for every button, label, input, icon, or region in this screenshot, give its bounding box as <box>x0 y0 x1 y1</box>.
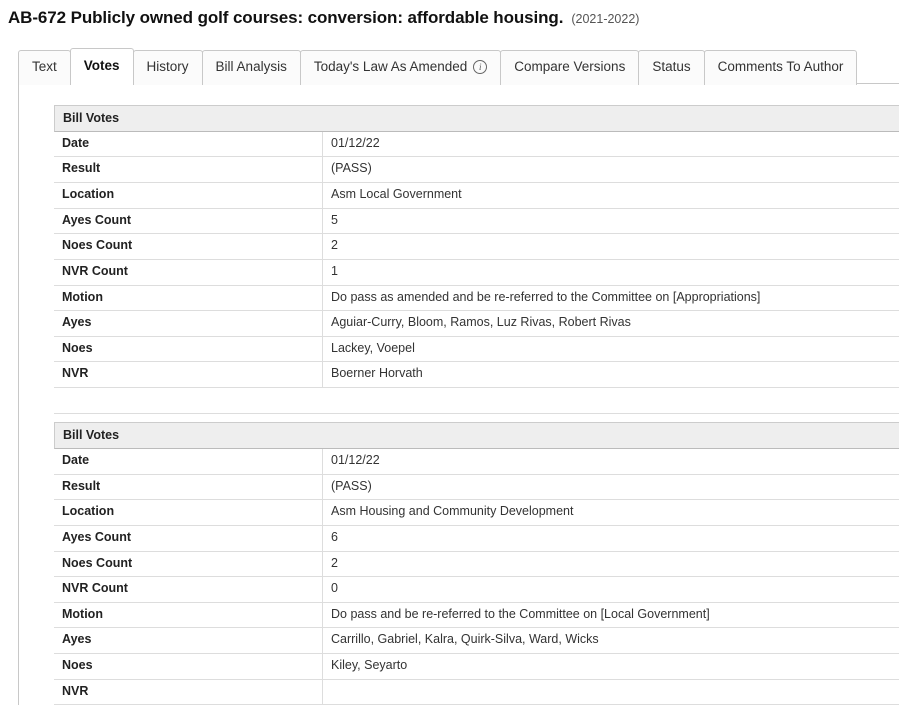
row-label: Noes <box>54 654 323 680</box>
table-row <box>54 654 899 680</box>
votes-panel <box>18 84 899 705</box>
vote-table-block <box>54 422 899 705</box>
table-row <box>54 449 899 474</box>
table-row <box>54 132 899 157</box>
session-label: (2021-2022) <box>571 12 639 26</box>
row-label: Result <box>54 157 323 183</box>
row-label: NVR Count <box>54 577 323 603</box>
table-row <box>54 157 899 183</box>
table-row <box>54 500 899 526</box>
vote-table-block <box>54 105 899 414</box>
spacer-cell <box>54 388 323 414</box>
row-label: Motion <box>54 602 323 628</box>
tab-label: Compare Versions <box>514 59 625 74</box>
table-row <box>54 679 899 705</box>
table-row <box>54 183 899 209</box>
page-title: AB-672 Publicly owned golf courses: conversion: affordable housing. <box>8 8 563 28</box>
row-label: Noes <box>54 336 323 362</box>
table-row <box>54 577 899 603</box>
row-value: Carrillo, Gabriel, Kalra, Quirk-Silva, Ward, Wicks <box>323 628 899 654</box>
row-value: Kiley, Seyarto <box>323 654 899 680</box>
table-row <box>54 285 899 311</box>
row-value: Do pass and be re-referred to the Committee on [Local Government] <box>323 602 899 628</box>
table-row <box>54 362 899 388</box>
table-spacer-row <box>54 388 899 414</box>
table-caption: Bill Votes <box>54 422 899 449</box>
row-label: Motion <box>54 285 323 311</box>
tab-label: Comments To Author <box>718 59 844 74</box>
tab-comments-to-author[interactable] <box>704 50 858 85</box>
row-label: NVR Count <box>54 259 323 285</box>
tab-list <box>18 47 899 84</box>
row-label: Noes Count <box>54 551 323 577</box>
row-value: 6 <box>323 525 899 551</box>
spacer-cell <box>323 388 899 414</box>
tab-text[interactable] <box>18 50 71 85</box>
bill-votes-table <box>54 105 899 414</box>
row-value: 2 <box>323 234 899 260</box>
tab-label: Status <box>652 59 690 74</box>
table-row <box>54 208 899 234</box>
tab-label: Votes <box>84 58 120 73</box>
row-label: Ayes <box>54 311 323 337</box>
vote-tables-container <box>19 105 899 705</box>
row-value: Asm Housing and Community Development <box>323 500 899 526</box>
row-value: (PASS) <box>323 157 899 183</box>
row-value: Lackey, Voepel <box>323 336 899 362</box>
row-value: (PASS) <box>323 474 899 500</box>
tab-bar <box>0 47 899 84</box>
row-value <box>323 679 899 705</box>
bill-header <box>0 0 899 28</box>
row-label: Noes Count <box>54 234 323 260</box>
row-label: Location <box>54 183 323 209</box>
table-row <box>54 602 899 628</box>
tab-label: Text <box>32 59 57 74</box>
table-row <box>54 551 899 577</box>
row-value: Do pass as amended and be re-referred to the Committee on [Appropriations] <box>323 285 899 311</box>
row-value: 01/12/22 <box>323 449 899 474</box>
table-caption: Bill Votes <box>54 105 899 132</box>
row-label: Ayes Count <box>54 525 323 551</box>
row-value: 1 <box>323 259 899 285</box>
row-label: Date <box>54 132 323 157</box>
bill-votes-table <box>54 422 899 705</box>
tab-votes[interactable] <box>70 48 134 85</box>
row-value: Aguiar-Curry, Bloom, Ramos, Luz Rivas, Robert Rivas <box>323 311 899 337</box>
row-value: Asm Local Government <box>323 183 899 209</box>
row-value: 5 <box>323 208 899 234</box>
table-row <box>54 259 899 285</box>
row-label: Result <box>54 474 323 500</box>
table-row <box>54 311 899 337</box>
row-value: Boerner Horvath <box>323 362 899 388</box>
tab-label: History <box>147 59 189 74</box>
tab-bill-analysis[interactable] <box>202 50 301 85</box>
row-value: 2 <box>323 551 899 577</box>
row-value: 01/12/22 <box>323 132 899 157</box>
row-label: NVR <box>54 362 323 388</box>
table-row <box>54 474 899 500</box>
row-label: Ayes Count <box>54 208 323 234</box>
row-label: NVR <box>54 679 323 705</box>
info-icon[interactable]: i <box>473 60 487 74</box>
row-value: 0 <box>323 577 899 603</box>
tab-label: Bill Analysis <box>216 59 287 74</box>
table-row <box>54 628 899 654</box>
tab-label: Today's Law As Amended <box>314 59 467 74</box>
table-row <box>54 525 899 551</box>
table-row <box>54 336 899 362</box>
table-row <box>54 234 899 260</box>
row-label: Date <box>54 449 323 474</box>
tab-status[interactable] <box>638 50 704 85</box>
row-label: Location <box>54 500 323 526</box>
tab-compare-versions[interactable] <box>500 50 639 85</box>
row-label: Ayes <box>54 628 323 654</box>
tab-history[interactable] <box>133 50 203 85</box>
tab-today-s-law-as-amended[interactable] <box>300 50 501 85</box>
